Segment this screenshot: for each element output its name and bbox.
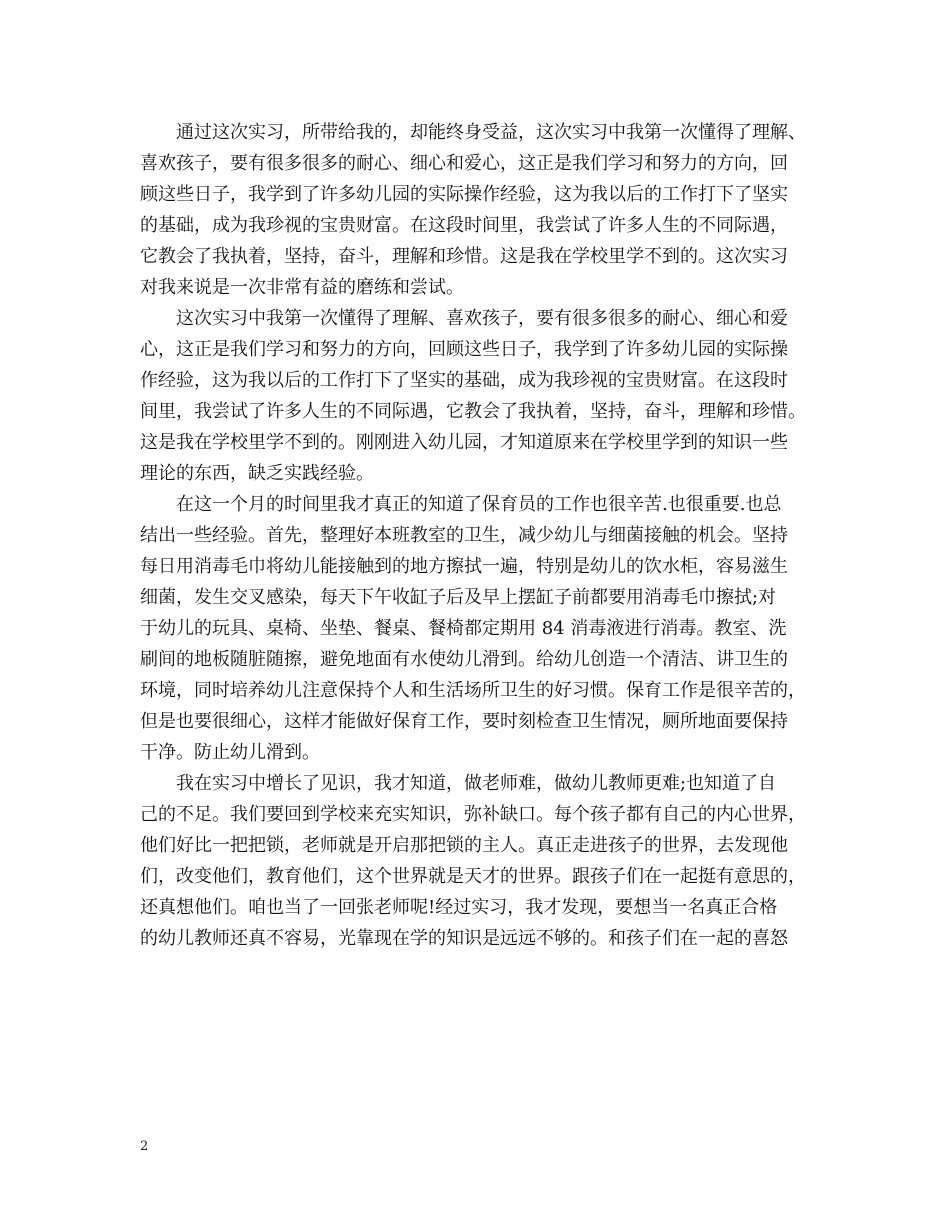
text-line: 还真想他们。咱也当了一回张老师呢!经过实习，我才发现，要想当一名真正合格 bbox=[140, 897, 778, 918]
text-line: 对我来说是一次非常有益的磨练和尝试。 bbox=[140, 277, 464, 298]
text-line: 我在实习中增长了见识，我才知道，做老师难，做幼儿教师更难;也知道了自 bbox=[176, 773, 777, 794]
text-line: 通过这次实习，所带给我的，却能终身受益，这次实习中我第一次懂得了理解、 bbox=[176, 122, 806, 143]
page-number: 2 bbox=[140, 1139, 149, 1154]
text-line: 己的不足。我们要回到学校来充实知识，弥补缺口。每个孩子都有自己的内心世界， bbox=[140, 804, 806, 825]
paragraph bbox=[140, 117, 810, 303]
document-body bbox=[140, 117, 810, 954]
text-line: 结出一些经验。首先，整理好本班教室的卫生，减少幼儿与细菌接触的机会。坚持 bbox=[140, 525, 788, 546]
paragraph bbox=[140, 303, 810, 489]
text-line: 间里，我尝试了许多人生的不同际遇，它教会了我执着，坚持，奋斗，理解和珍惜。 bbox=[140, 401, 806, 422]
text-line: 每日用消毒毛巾将幼儿能接触到的地方擦拭一遍，特别是幼儿的饮水柜，容易滋生 bbox=[140, 556, 788, 577]
text-line: 心，这正是我们学习和努力的方向，回顾这些日子，我学到了许多幼儿园的实际操 bbox=[140, 339, 788, 360]
text-line: 们，改变他们，教育他们，这个世界就是天才的世界。跟孩子们在一起挺有意思的， bbox=[140, 866, 806, 887]
text-line: 喜欢孩子，要有很多很多的耐心、细心和爱心，这正是我们学习和努力的方向，回 bbox=[140, 153, 788, 174]
text-line: 在这一个月的时间里我才真正的知道了保育员的工作也很辛苦.也很重要.也总 bbox=[176, 494, 782, 515]
text-line: 顾这些日子，我学到了许多幼儿园的实际操作经验，这为我以后的工作打下了坚实 bbox=[140, 184, 788, 205]
text-line: 刷间的地板随脏随擦，避免地面有水使幼儿滑到。给幼儿创造一个清洁、讲卫生的 bbox=[140, 649, 788, 670]
text-line: 它教会了我执着，坚持，奋斗，理解和珍惜。这是我在学校里学不到的。这次实习 bbox=[140, 246, 788, 267]
text-line: 作经验，这为我以后的工作打下了坚实的基础，成为我珍视的宝贵财富。在这段时 bbox=[140, 370, 788, 391]
text-line: 这是我在学校里学不到的。刚刚进入幼儿园，才知道原来在学校里学到的知识一些 bbox=[140, 432, 788, 453]
text-line: 环境，同时培养幼儿注意保持个人和生活场所卫生的好习惯。保育工作是很辛苦的， bbox=[140, 680, 806, 701]
text-line: 的基础，成为我珍视的宝贵财富。在这段时间里，我尝试了许多人生的不同际遇， bbox=[140, 215, 788, 236]
paragraph bbox=[140, 489, 810, 768]
paragraph bbox=[140, 768, 810, 954]
text-line: 的幼儿教师还真不容易，光靠现在学的知识是远远不够的。和孩子们在一起的喜怒 bbox=[140, 928, 788, 949]
text-line: 但是也要很细心，这样才能做好保育工作，要时刻检查卫生情况，厕所地面要保持 bbox=[140, 711, 788, 732]
text-line: 他们好比一把把锁，老师就是开启那把锁的主人。真正走进孩子的世界，去发现他 bbox=[140, 835, 788, 856]
text-line: 这次实习中我第一次懂得了理解、喜欢孩子，要有很多很多的耐心、细心和爱 bbox=[176, 308, 788, 329]
text-line: 干净。防止幼儿滑到。 bbox=[140, 742, 320, 763]
text-line: 于幼儿的玩具、桌椅、坐垫、餐桌、餐椅都定期用 84 消毒液进行消毒。教室、洗 bbox=[140, 618, 787, 639]
text-line: 细菌，发生交叉感染，每天下午收缸子后及早上摆缸子前都要用消毒毛巾擦拭;对 bbox=[140, 587, 777, 608]
text-line: 理论的东西，缺乏实践经验。 bbox=[140, 463, 374, 484]
